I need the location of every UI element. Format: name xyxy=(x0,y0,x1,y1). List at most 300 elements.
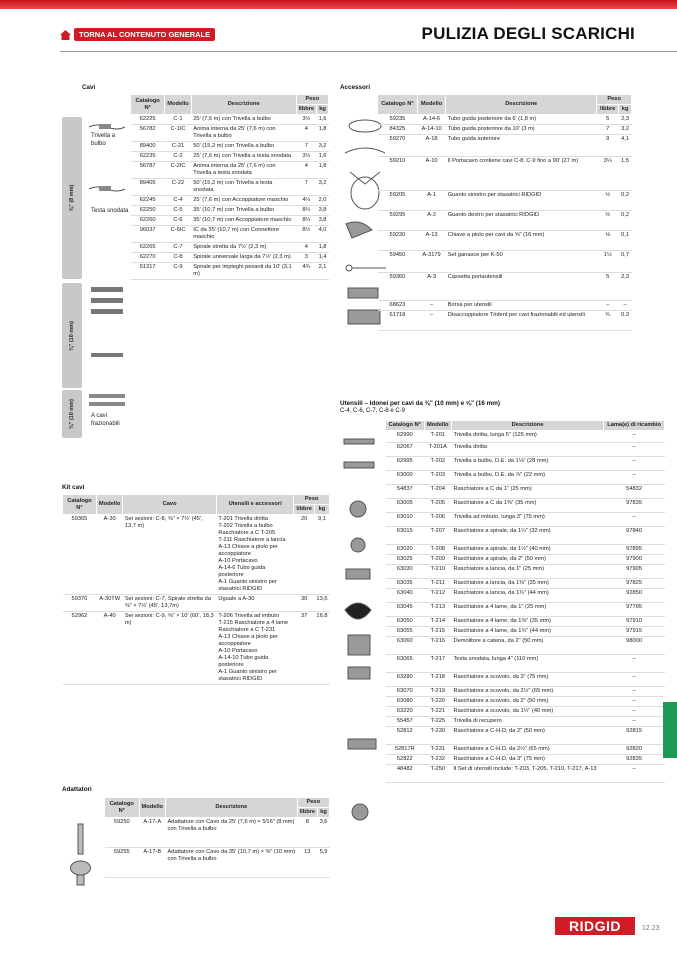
table-cell: Tubo guida posteriore da 10' (3 m) xyxy=(446,125,597,135)
table-cell: Trivella diritta, lunga 5" (125 mm) xyxy=(451,431,603,443)
table-cell: C-22 xyxy=(165,179,191,196)
table-cell: ¾ xyxy=(597,311,619,331)
table-cell: – xyxy=(597,301,619,311)
table-cell: A-1 xyxy=(417,191,445,211)
table-cell: 8 xyxy=(297,818,318,848)
table-cell: 8¼ xyxy=(296,216,317,226)
table-row xyxy=(386,443,665,457)
table-row xyxy=(378,191,632,211)
table-cell: A-10 xyxy=(417,157,445,191)
table-cell: 68623 xyxy=(378,301,418,311)
table-cell: 62235 xyxy=(131,152,165,162)
table-cell: 2,3 xyxy=(619,115,632,125)
table-cell: 0,1 xyxy=(619,231,632,251)
table-cell: 13,6 xyxy=(314,595,329,612)
table-cell: Spirale stretta da 7½' (2,3 m) xyxy=(191,243,296,253)
table-cell: Sei sezioni: C-8, ⅝" × 7½' (45', 13,7 m) xyxy=(123,515,216,595)
table-cell: Uguale a A-30 xyxy=(216,595,294,612)
table-cell: 59365 xyxy=(63,515,97,595)
col-header: libbre xyxy=(294,505,315,515)
table-cell: – xyxy=(604,765,665,783)
table-cell: 1½ xyxy=(597,251,619,273)
table-cell: 37 xyxy=(294,612,315,685)
table-cell: Adattatore con Cavo da 35' (10,7 m) × ⅜" (10 mm) con Trivella a bulbo xyxy=(166,848,298,878)
table-cell: 52962 xyxy=(63,612,97,685)
table-row xyxy=(131,263,329,280)
table-cell: 35' (10,7 m) con Trivella a bulbo xyxy=(191,206,296,216)
table-cell: Guanto sinistro per stasatrici RIDGID xyxy=(446,191,597,211)
table-cell: 59360 xyxy=(378,273,418,301)
table-cell: – xyxy=(604,443,665,457)
table-cell: 52822 xyxy=(386,755,425,765)
table-cell: Raschiatore a spirale, da 2" (50 mm) xyxy=(451,555,603,565)
category-label: ⅜" (10 mm) xyxy=(69,399,75,429)
col-header: Peso xyxy=(597,95,632,105)
table-cell: 59295 xyxy=(378,211,418,231)
table-cell: 61718 xyxy=(378,311,418,331)
table-cell: T-210 xyxy=(424,565,451,579)
table-row xyxy=(386,589,665,603)
table-row xyxy=(386,603,665,617)
table-row xyxy=(378,273,632,301)
table-cell: 97900 xyxy=(604,555,665,565)
table-cell: 54837 xyxy=(386,485,425,499)
col-header: kg xyxy=(318,808,330,818)
table-cell: 2,1 xyxy=(317,263,329,280)
table-cell: Spirale per impieghi pesanti da 10' (3,1 m) xyxy=(191,263,296,280)
table-row xyxy=(386,565,665,579)
table-row xyxy=(131,125,329,142)
col-header: Peso xyxy=(294,495,330,505)
table-cell: 25' (7,6 m) con Trivella a testa snodata xyxy=(191,152,296,162)
table-row xyxy=(378,125,632,135)
col-header: Descrizione xyxy=(166,798,298,818)
table-cell: 8¼ xyxy=(296,206,317,216)
table-cell: 97795 xyxy=(604,603,665,617)
table-cell: 3,2 xyxy=(317,142,329,152)
table-cell: 97835 xyxy=(604,499,665,513)
table-row xyxy=(131,142,329,152)
table-cell: ⅛ xyxy=(597,231,619,251)
col-header: Modello xyxy=(165,95,191,115)
table-cell: – xyxy=(604,513,665,527)
table-row xyxy=(378,135,632,157)
table-cell: 89405 xyxy=(131,179,165,196)
table-cell: 16,8 xyxy=(314,612,329,685)
table-cell: 3,2 xyxy=(619,125,632,135)
table-cell: T-221 xyxy=(424,707,451,717)
group-label-text: Testa snodata xyxy=(91,208,129,214)
table-cell: Il Set di utensili include: T-203, T-205, T-210, T-217, A-13 xyxy=(451,765,603,783)
table-cell: T-205 xyxy=(424,499,451,513)
table-cell: 59235 xyxy=(378,115,418,125)
table-cell: – xyxy=(604,457,665,471)
section-tab[interactable] xyxy=(663,702,677,758)
category-tab xyxy=(62,117,82,279)
table-cell: Raschiatore a scovolo, da 2" (50 mm) xyxy=(451,697,603,707)
col-header: Modello xyxy=(96,495,122,515)
table-cell: 50' (15,2 m) con Trivella a testa snodata xyxy=(191,179,296,196)
col-header: libbre xyxy=(296,105,317,115)
table-cell: A-14-6 xyxy=(417,115,445,125)
table-cell: 97840 xyxy=(604,527,665,545)
table-cell: Borsa per utensili xyxy=(446,301,597,311)
table-cell: T-206 xyxy=(424,513,451,527)
table-cell: T-225 xyxy=(424,717,451,727)
table-row xyxy=(386,707,665,717)
table-cell: 84325 xyxy=(378,125,418,135)
cavi-table xyxy=(130,94,329,280)
table-cell: 92815 xyxy=(604,727,665,745)
col-header: libbre xyxy=(297,808,318,818)
kit-table xyxy=(62,494,330,685)
table-cell: 9 xyxy=(597,135,619,157)
table-cell: 62270 xyxy=(131,253,165,263)
table-cell: 4½ xyxy=(296,196,317,206)
table-cell: A-3 xyxy=(417,273,445,301)
table-cell: 63010 xyxy=(386,513,425,527)
table-cell: 92835 xyxy=(604,755,665,765)
table-cell: Raschiatore a spirale, da 1¼" (32 mm) xyxy=(451,527,603,545)
table-cell: T-219 xyxy=(424,687,451,697)
table-cell: 1,8 xyxy=(317,162,329,179)
table-cell: C-2 xyxy=(165,152,191,162)
table-cell: 30 xyxy=(294,595,315,612)
table-cell: 50' (15,2 m) con Trivella a bulbo xyxy=(191,142,296,152)
table-row xyxy=(105,818,330,848)
table-cell: Anima interna da 25' (7,6 m) con Trivella a testa snodata xyxy=(191,162,296,179)
table-cell: 92850 xyxy=(604,589,665,603)
table-row xyxy=(386,765,665,783)
table-cell: 52812 xyxy=(386,727,425,745)
home-icon xyxy=(60,30,71,40)
table-cell: A-3179 xyxy=(417,251,445,273)
table-row xyxy=(63,515,330,595)
home-link[interactable] xyxy=(60,28,215,41)
table-row xyxy=(378,115,632,125)
table-row xyxy=(378,301,632,311)
table-row xyxy=(386,579,665,589)
table-row xyxy=(131,196,329,206)
table-cell: 63220 xyxy=(386,707,425,717)
table-cell: T-215 xyxy=(424,627,451,637)
table-cell: Demolitore a catena, da 2" (50 mm) xyxy=(451,637,603,655)
table-row xyxy=(131,115,329,125)
table-cell: T-213 xyxy=(424,603,451,617)
top-bar xyxy=(0,0,677,9)
ridgid-logo: RIDGID xyxy=(555,917,635,935)
table-cell: Chiave a piolo per cavi da ⅝" (16 mm) xyxy=(446,231,597,251)
table-cell: 63015 xyxy=(386,527,425,545)
table-cell: A-30 xyxy=(96,515,122,595)
table-row xyxy=(386,627,665,637)
table-row xyxy=(386,637,665,655)
utensili-table xyxy=(385,420,665,783)
table-cell: 7 xyxy=(597,125,619,135)
table-cell: T-212 xyxy=(424,589,451,603)
table-cell: Tubo guida anteriore xyxy=(446,135,597,157)
table-cell: Raschiatore a lancia, da 1⅜" (35 mm) xyxy=(451,579,603,589)
table-cell: 59250 xyxy=(105,818,140,848)
table-cell: T-207 xyxy=(424,527,451,545)
table-cell: Anima interna da 25' (7,6 m) con Trivella a bulbo xyxy=(191,125,296,142)
table-cell: – xyxy=(604,707,665,717)
table-cell: 63055 xyxy=(386,627,425,637)
table-cell: – xyxy=(604,655,665,673)
table-cell: Raschiatore a 4 lame, da 1¾" (44 mm) xyxy=(451,627,603,637)
table-cell: T-209 xyxy=(424,555,451,565)
table-cell: 97915 xyxy=(604,627,665,637)
table-row xyxy=(386,655,665,673)
table-cell: 63025 xyxy=(386,555,425,565)
table-cell: 52817R xyxy=(386,745,425,755)
table-row xyxy=(105,848,330,878)
table-cell: T-220 xyxy=(424,697,451,707)
table-cell: 2,3 xyxy=(619,273,632,301)
table-cell: 35' (10,7 m) con Accoppiatore maschio xyxy=(191,216,296,226)
table-row xyxy=(131,216,329,226)
table-row xyxy=(386,755,665,765)
table-cell: Raschiatore a scovolo, da 3" (75 mm) xyxy=(451,673,603,687)
adapter-picture xyxy=(62,820,102,890)
table-cell: 62265 xyxy=(131,243,165,253)
table-row xyxy=(378,157,632,191)
table-row xyxy=(131,206,329,216)
col-header: kg xyxy=(317,105,329,115)
col-header: libbre xyxy=(597,105,619,115)
table-cell: T-250 xyxy=(424,765,451,783)
table-cell: 25' (7,6 m) con Accoppiatore maschio xyxy=(191,196,296,206)
table-row xyxy=(378,311,632,331)
table-row xyxy=(131,162,329,179)
table-cell: T-231 xyxy=(424,745,451,755)
table-cell: 97825 xyxy=(604,579,665,589)
table-row xyxy=(386,499,665,513)
table-cell: C-6 xyxy=(165,216,191,226)
table-cell: 3¼ xyxy=(597,157,619,191)
col-header: Descrizione xyxy=(446,95,597,115)
table-cell: T-230 xyxy=(424,727,451,745)
table-cell: 62990 xyxy=(386,431,425,443)
section-title-cavi: Cavi xyxy=(82,84,96,91)
table-cell: T-201A xyxy=(424,443,451,457)
table-cell: Adattatore con Cavo da 25' (7,6 m) × 5⁄16" (8 mm) con Trivella a bulbo xyxy=(166,818,298,848)
table-cell: A-40 xyxy=(96,612,122,685)
table-cell: 0,2 xyxy=(619,211,632,231)
category-tab xyxy=(62,283,82,388)
table-cell: 63040 xyxy=(386,589,425,603)
table-cell: 51317 xyxy=(131,263,165,280)
table-row xyxy=(131,253,329,263)
group-label-text: Trivella a bulbo xyxy=(91,133,116,147)
table-row xyxy=(386,697,665,707)
col-header: Catalogo N° xyxy=(378,95,418,115)
table-cell: Disaccoppiatore Trident per cavi frazionabili ed utensili xyxy=(446,311,597,331)
col-header: kg xyxy=(314,505,329,515)
table-cell: A-17-B xyxy=(139,848,165,878)
table-cell: – xyxy=(619,301,632,311)
table-row xyxy=(378,211,632,231)
table-cell: ½ xyxy=(597,191,619,211)
table-cell: 63030 xyxy=(386,565,425,579)
table-cell: A-14-10 xyxy=(417,125,445,135)
table-cell: 4¾ xyxy=(296,263,317,280)
table-cell: 59205 xyxy=(378,191,418,211)
table-cell: 56787 xyxy=(131,162,165,179)
page-number: 12.23 xyxy=(642,925,660,932)
table-cell: 7 xyxy=(296,179,317,196)
table-cell: 20 xyxy=(294,515,315,595)
table-cell: T-204 xyxy=(424,485,451,499)
category-label: ⅜" (10 mm) xyxy=(69,320,75,351)
table-cell: 0,3 xyxy=(619,311,632,331)
table-cell: – xyxy=(604,687,665,697)
table-cell: T-211 xyxy=(424,579,451,589)
utensili-subtitle: C-4, C-6, C-7, C-8 e C-9 xyxy=(340,408,406,414)
table-cell: 0,7 xyxy=(619,251,632,273)
table-row xyxy=(131,152,329,162)
table-cell: 0,2 xyxy=(619,191,632,211)
table-cell: 62067 xyxy=(386,443,425,457)
table-row xyxy=(386,617,665,627)
table-cell: 1,8 xyxy=(317,125,329,142)
table-cell: 63050 xyxy=(386,617,425,627)
table-cell: 3 xyxy=(296,253,317,263)
col-header: Catalogo N° xyxy=(386,421,425,431)
table-cell: 59230 xyxy=(378,231,418,251)
table-cell: 97895 xyxy=(604,545,665,555)
col-header: Peso xyxy=(296,95,328,105)
table-row xyxy=(378,251,632,273)
table-row xyxy=(386,745,665,755)
col-header: Catalogo N° xyxy=(63,495,97,515)
table-cell: T-217 xyxy=(424,655,451,673)
table-cell: 89400 xyxy=(131,142,165,152)
section-title-kit: Kit cavi xyxy=(62,484,85,491)
col-header: Modello xyxy=(424,421,451,431)
table-cell: T-218 xyxy=(424,673,451,687)
table-cell: 97905 xyxy=(604,565,665,579)
table-cell: 3,8 xyxy=(317,206,329,216)
table-cell: A-18 xyxy=(417,135,445,157)
table-cell: Trivella diritta xyxy=(451,443,603,457)
home-link-label[interactable]: TORNA AL CONTENUTO GENERALE xyxy=(74,28,215,41)
table-cell: 3,2 xyxy=(317,179,329,196)
table-cell: 3½ xyxy=(296,115,317,125)
table-cell: 4,1 xyxy=(619,135,632,157)
table-cell: 25' (7,6 m) con Trivella a bulbo xyxy=(191,115,296,125)
col-header: Descrizione xyxy=(191,95,296,115)
table-cell: 8½ xyxy=(296,226,317,243)
table-cell: – xyxy=(417,311,445,331)
table-cell: 97910 xyxy=(604,617,665,627)
group-label: A cavi frazionabili xyxy=(91,413,120,427)
table-cell: Guanto destro per stasatrici RIDGID xyxy=(446,211,597,231)
table-cell: 5,9 xyxy=(318,848,330,878)
table-cell: 62995 xyxy=(386,457,425,471)
table-cell: 96037 xyxy=(131,226,165,243)
table-cell: Raschiatore a C-H.D, da 2" (50 mm) xyxy=(451,727,603,745)
table-cell: 5 xyxy=(597,115,619,125)
table-cell: C-4 xyxy=(165,196,191,206)
divider xyxy=(60,51,677,52)
table-cell: 98000 xyxy=(604,637,665,655)
table-cell: IC da 35' (10,7 m) con Connettore maschio xyxy=(191,226,296,243)
table-row xyxy=(131,179,329,196)
table-cell: 2,0 xyxy=(317,196,329,206)
table-cell: 3,8 xyxy=(317,216,329,226)
table-row xyxy=(386,687,665,697)
table-cell: 54832 xyxy=(604,485,665,499)
table-cell: A-13 xyxy=(417,231,445,251)
table-cell: 63065 xyxy=(386,655,425,673)
table-cell: – xyxy=(604,697,665,707)
table-row xyxy=(386,513,665,527)
table-cell: T-214 xyxy=(424,617,451,627)
table-cell: Tubo guida posteriore da 6' (1,8 m) xyxy=(446,115,597,125)
table-cell: Sei sezioni: C-7, Spirale stretta da ⅝" × 7½' (45', 13,7m) xyxy=(123,595,216,612)
table-cell: Trivella a bulbo, D.E. da 1⅛" (28 mm) xyxy=(451,457,603,471)
table-cell: A-17-A xyxy=(139,818,165,848)
table-cell: C-21 xyxy=(165,142,191,152)
table-cell: 59210 xyxy=(378,157,418,191)
table-row xyxy=(63,612,330,685)
table-row xyxy=(63,595,330,612)
table-row xyxy=(131,226,329,243)
table-cell: 63045 xyxy=(386,603,425,617)
table-row xyxy=(386,527,665,545)
table-cell: 1,4 xyxy=(317,253,329,263)
table-cell: 63005 xyxy=(386,499,425,513)
table-cell: 63035 xyxy=(386,579,425,589)
table-cell: C-1IC xyxy=(165,125,191,142)
category-label: ⅝" (8 mm) xyxy=(69,184,75,212)
group-label xyxy=(91,132,131,215)
table-cell: 59255 xyxy=(105,848,140,878)
table-cell: Raschiatore a 4 lame, da 1" (25 mm) xyxy=(451,603,603,617)
table-cell: Raschiatore a lancia, da 1" (25 mm) xyxy=(451,565,603,579)
table-row xyxy=(386,471,665,485)
table-cell: 55457 xyxy=(386,717,425,727)
table-cell: T-201 Trivella diritta T-202 Trivella a bulbo Raschiatore a C T-205 T-211 Raschiatore a lancia A-13 Chiave a piolo per accoppiatore A-10 Portacavo A-14-6 Tubo guida posteriore A-1 Guanto sinistro per stasatrici RIDGID xyxy=(216,515,294,595)
table-cell: 1,6 xyxy=(317,152,329,162)
table-cell: C-8 xyxy=(165,253,191,263)
table-cell: – xyxy=(604,431,665,443)
table-cell: 59370 xyxy=(63,595,97,612)
table-cell: 62260 xyxy=(131,216,165,226)
section-title-adattatori: Adattatori xyxy=(62,786,92,793)
category-tab xyxy=(62,390,82,438)
table-cell: 1,5 xyxy=(619,157,632,191)
table-cell: – xyxy=(604,673,665,687)
table-cell: Raschiatore a scovolo, da 2½" (65 mm) xyxy=(451,687,603,697)
table-cell: Set ganasce per K-50 xyxy=(446,251,597,273)
table-cell: – xyxy=(604,471,665,485)
table-row xyxy=(386,673,665,687)
table-row xyxy=(378,231,632,251)
table-cell: 1,8 xyxy=(317,243,329,253)
table-cell: 7 xyxy=(296,142,317,152)
col-header: Utensili e accessori xyxy=(216,495,294,515)
col-header: Peso xyxy=(297,798,329,808)
table-cell: 4 xyxy=(296,125,317,142)
table-row xyxy=(131,243,329,253)
table-cell: 48482 xyxy=(386,765,425,783)
section-title-accessori: Accessori xyxy=(340,84,371,91)
table-cell: Trivella di recupero xyxy=(451,717,603,727)
accessori-table xyxy=(377,94,632,331)
col-header: Catalogo N° xyxy=(131,95,165,115)
